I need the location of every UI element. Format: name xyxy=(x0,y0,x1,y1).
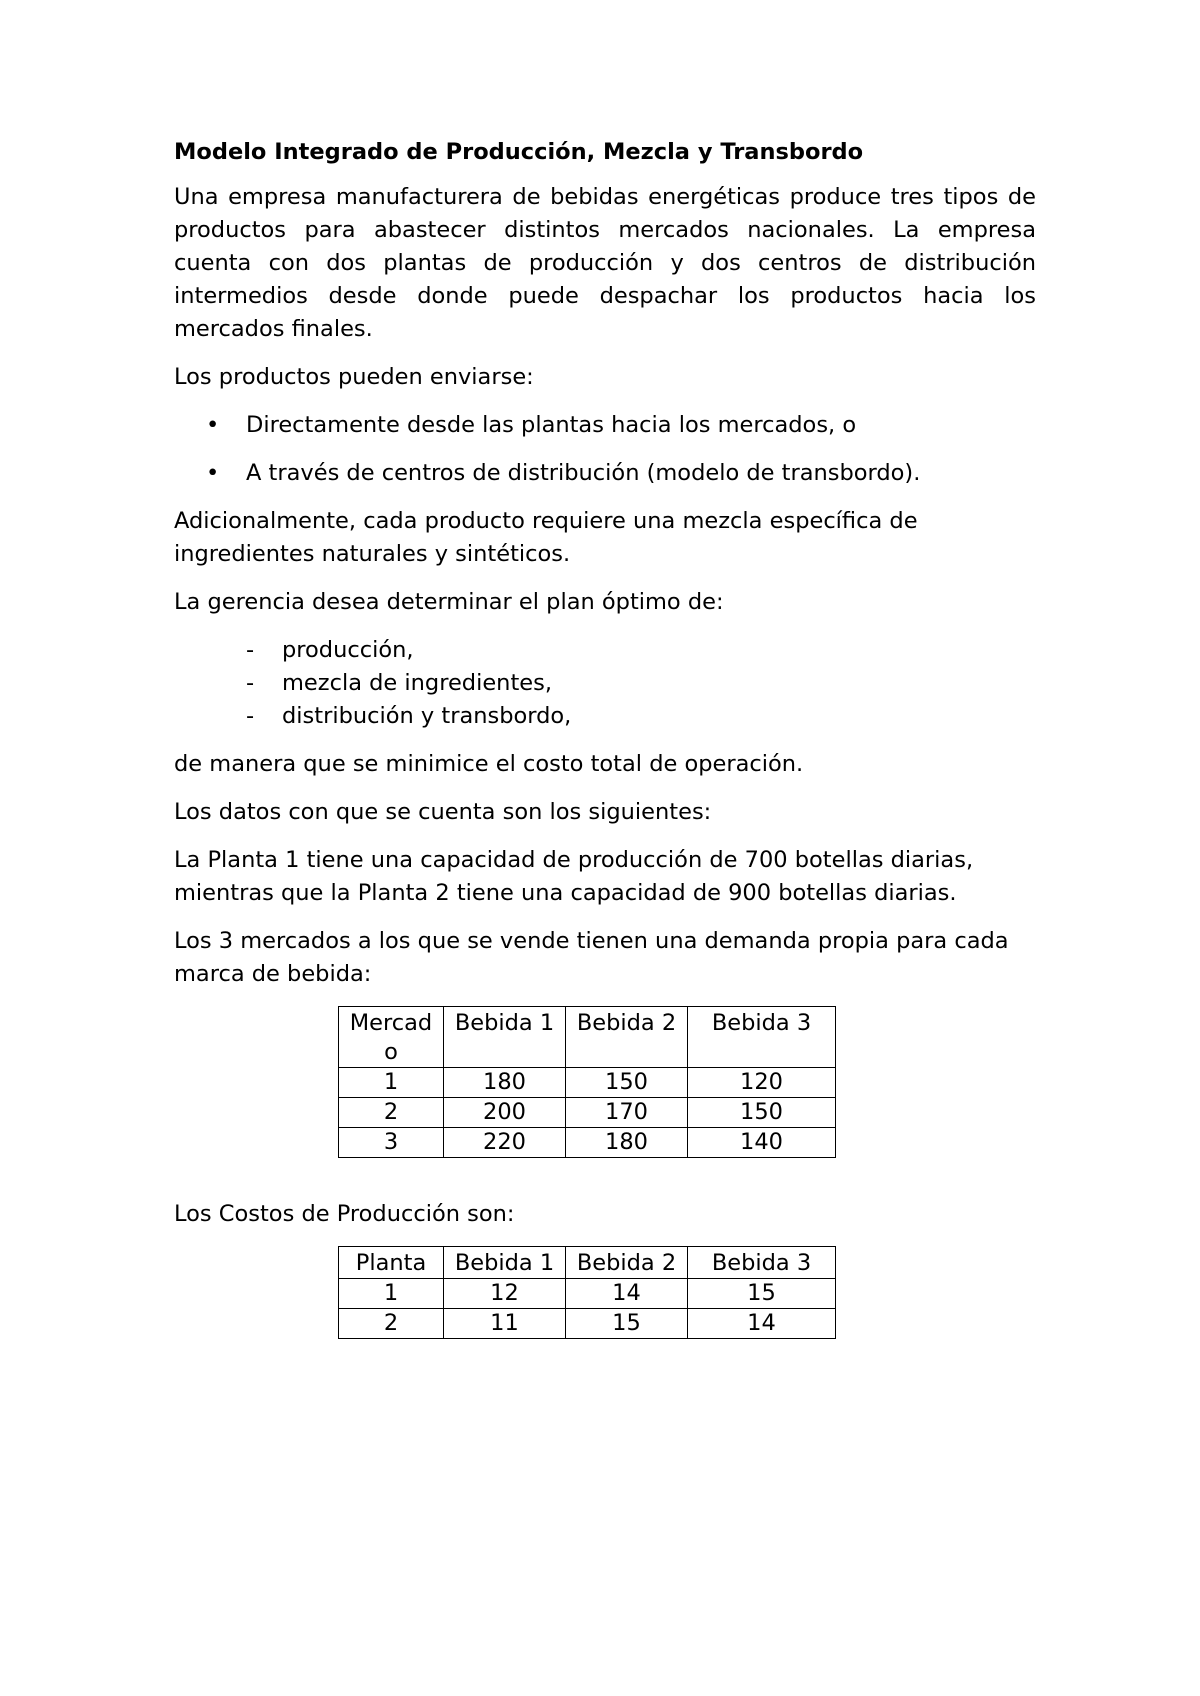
plan-item-text: producción, xyxy=(282,637,414,663)
table-cell: 1 xyxy=(339,1279,444,1309)
list-item xyxy=(174,457,1036,490)
dash-icon: - xyxy=(246,703,255,729)
table-cell: 2 xyxy=(339,1309,444,1339)
table-row xyxy=(339,1098,836,1128)
demand-table xyxy=(338,1006,836,1158)
table-cell: 2 xyxy=(339,1098,444,1128)
demand-lead: Los 3 mercados a los que se vende tienen una demanda propia para cada marca de bebida: xyxy=(174,928,1009,987)
table-row xyxy=(339,1309,836,1339)
table-cell: 3 xyxy=(339,1128,444,1158)
table-cell: 11 xyxy=(444,1309,566,1339)
document-title: Modelo Integrado de Producción, Mezcla y Transbordo xyxy=(174,139,864,165)
column-header-market: Mercado xyxy=(339,1007,444,1068)
intro-paragraph: Una empresa manufacturera de bebidas energéticas produce tres tipos de productos para abastecer distintos mercados nacionales. La empresa cuenta con dos plantas de producción y dos centros de distribución intermedios desde donde puede despachar los productos hacia los mercados finales. xyxy=(174,184,1036,342)
column-header-drink-2: Bebida 2 xyxy=(566,1007,688,1068)
column-header-drink-1: Bebida 1 xyxy=(444,1247,566,1279)
shipping-option-text: A través de centros de distribución (modelo de transbordo). xyxy=(246,460,921,486)
spacer xyxy=(174,1158,1036,1198)
table-cell: 14 xyxy=(566,1279,688,1309)
shipping-option-text: Directamente desde las plantas hacia los mercados, o xyxy=(246,412,857,438)
list-item xyxy=(174,634,1036,667)
table-cell: 1 xyxy=(339,1068,444,1098)
mix-paragraph: Adicionalmente, cada producto requiere una mezcla específica de ingredientes naturales y sintéticos. xyxy=(174,508,918,567)
list-item xyxy=(174,700,1036,733)
plan-item-text: mezcla de ingredientes, xyxy=(282,670,552,696)
capacity-paragraph: La Planta 1 tiene una capacidad de producción de 700 botellas diarias, mientras que la Planta 2 tiene una capacidad de 900 botellas diarias. xyxy=(174,847,974,906)
dash-icon: - xyxy=(246,670,255,696)
table-cell: 150 xyxy=(688,1098,836,1128)
table-row xyxy=(339,1068,836,1098)
dash-icon: - xyxy=(246,637,255,663)
table-cell: 120 xyxy=(688,1068,836,1098)
table-cell: 170 xyxy=(566,1098,688,1128)
shipping-options-list xyxy=(174,409,1036,490)
column-header-drink-1: Bebida 1 xyxy=(444,1007,566,1068)
shipping-lead: Los productos pueden enviarse: xyxy=(174,364,534,390)
column-header-drink-3: Bebida 3 xyxy=(688,1247,836,1279)
table-header-row xyxy=(339,1007,836,1068)
table-cell: 15 xyxy=(688,1279,836,1309)
column-header-plant: Planta xyxy=(339,1247,444,1279)
cost-table xyxy=(338,1246,836,1339)
table-cell: 180 xyxy=(566,1128,688,1158)
table-cell: 15 xyxy=(566,1309,688,1339)
table-cell: 150 xyxy=(566,1068,688,1098)
table-cell: 220 xyxy=(444,1128,566,1158)
objective-paragraph: de manera que se minimice el costo total de operación. xyxy=(174,751,804,777)
table-header-row xyxy=(339,1247,836,1279)
data-lead: Los datos con que se cuenta son los siguientes: xyxy=(174,799,712,825)
bullet-icon: • xyxy=(206,460,220,486)
plan-item-text: distribución y transbordo, xyxy=(282,703,572,729)
table-cell: 140 xyxy=(688,1128,836,1158)
plan-items-list xyxy=(174,634,1036,733)
list-item xyxy=(174,667,1036,700)
table-cell: 180 xyxy=(444,1068,566,1098)
table-cell: 14 xyxy=(688,1309,836,1339)
column-header-drink-2: Bebida 2 xyxy=(566,1247,688,1279)
bullet-icon: • xyxy=(206,412,220,438)
table-cell: 12 xyxy=(444,1279,566,1309)
document-page xyxy=(174,136,1036,1339)
list-item xyxy=(174,409,1036,442)
column-header-drink-3: Bebida 3 xyxy=(688,1007,836,1068)
table-row xyxy=(339,1279,836,1309)
cost-lead: Los Costos de Producción son: xyxy=(174,1201,515,1227)
table-row xyxy=(339,1128,836,1158)
table-cell: 200 xyxy=(444,1098,566,1128)
plan-lead: La gerencia desea determinar el plan óptimo de: xyxy=(174,589,724,615)
